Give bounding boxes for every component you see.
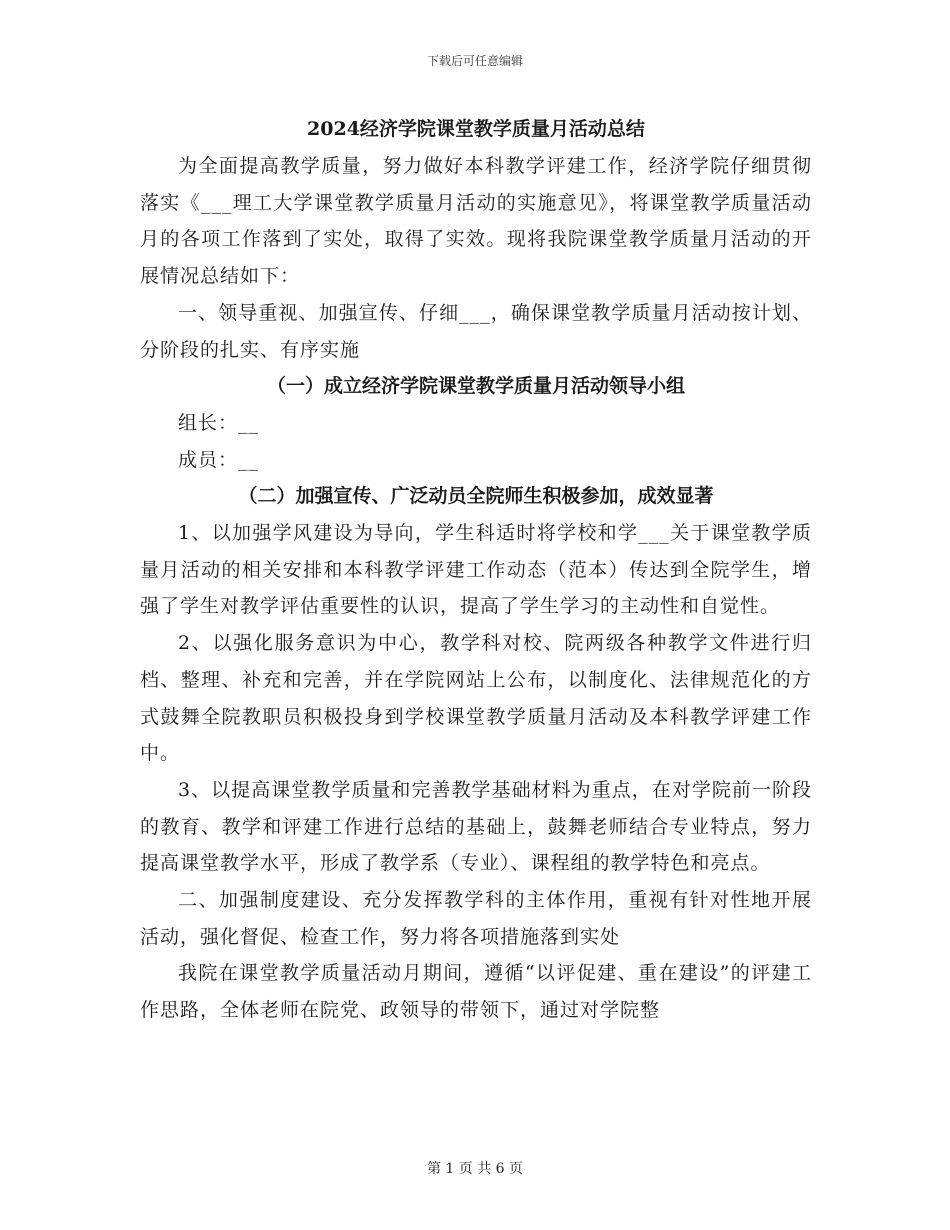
section-heading-2: 二、加强制度建设、充分发挥教学科的主体作用，重视有针对性地开展活动，强化督促、检查工作，努力将各项措施落到实处: [140, 889, 812, 948]
paragraph-intro: 为全面提高教学质量，努力做好本科教学评建工作，经济学院仔细贯彻落实《___理工大学课堂教学质量月活动的实施意见》，将课堂教学质量活动月的各项工作落到了实处，取得了实效。现将我院课堂教学质量月活动的开展情况总结如下：: [140, 155, 812, 288]
page-footer: 第 1 页 共 6 页: [426, 1161, 524, 1177]
document-body: [140, 113, 812, 1029]
section-heading-1: 一、领导重视、加强宣传、仔细___，确保课堂教学质量月活动按计划、分阶段的扎实、有序实施: [140, 301, 812, 361]
subsection-heading-2: （二）加强宣传、广泛动员全院师生积极参加，成效显著: [238, 485, 714, 508]
subsection-heading-1: （一）成立经济学院课堂教学质量月活动领导小组: [266, 375, 685, 398]
paragraph-item-1: 1、以加强学风建设为导向，学生科适时将学校和学___关于课堂教学质量月活动的相关安排和本科教学评建工作动态（范本）传达到全院学生，增强了学生对教学评估重要性的认识，提高了学生学习的主动性和自觉性。: [140, 522, 812, 618]
document-title: 2024经济学院课堂教学质量月活动总结: [307, 118, 645, 140]
paragraph-item-3: 3、以提高课堂教学质量和完善教学基础材料为重点，在对学院前一阶段的教育、教学和评建工作进行总结的基础上，鼓舞老师结合专业特点，努力提高课堂教学水平，形成了教学系（专业）、课程组的教学特色和亮点。: [140, 778, 812, 875]
page-header: 下载后可任意编辑: [426, 54, 523, 68]
paragraph-item-2: 2、以强化服务意识为中心，教学科对校、院两级各种教学文件进行归档、整理、补充和完善，并在学院网站上公布，以制度化、法律规范化的方式鼓舞全院教职员积极投身到学校课堂教学质量月活动及本科教学评建工作中。: [140, 632, 812, 765]
paragraph-leader: 组长：__: [178, 411, 260, 434]
paragraph-members: 成员：__: [178, 448, 260, 471]
paragraph-body: 我院在课堂教学质量活动月期间，遵循“以评促建、重在建设”的评建工作思路，全体老师在院党、政领导的带领下，通过对学院整: [140, 962, 812, 1022]
